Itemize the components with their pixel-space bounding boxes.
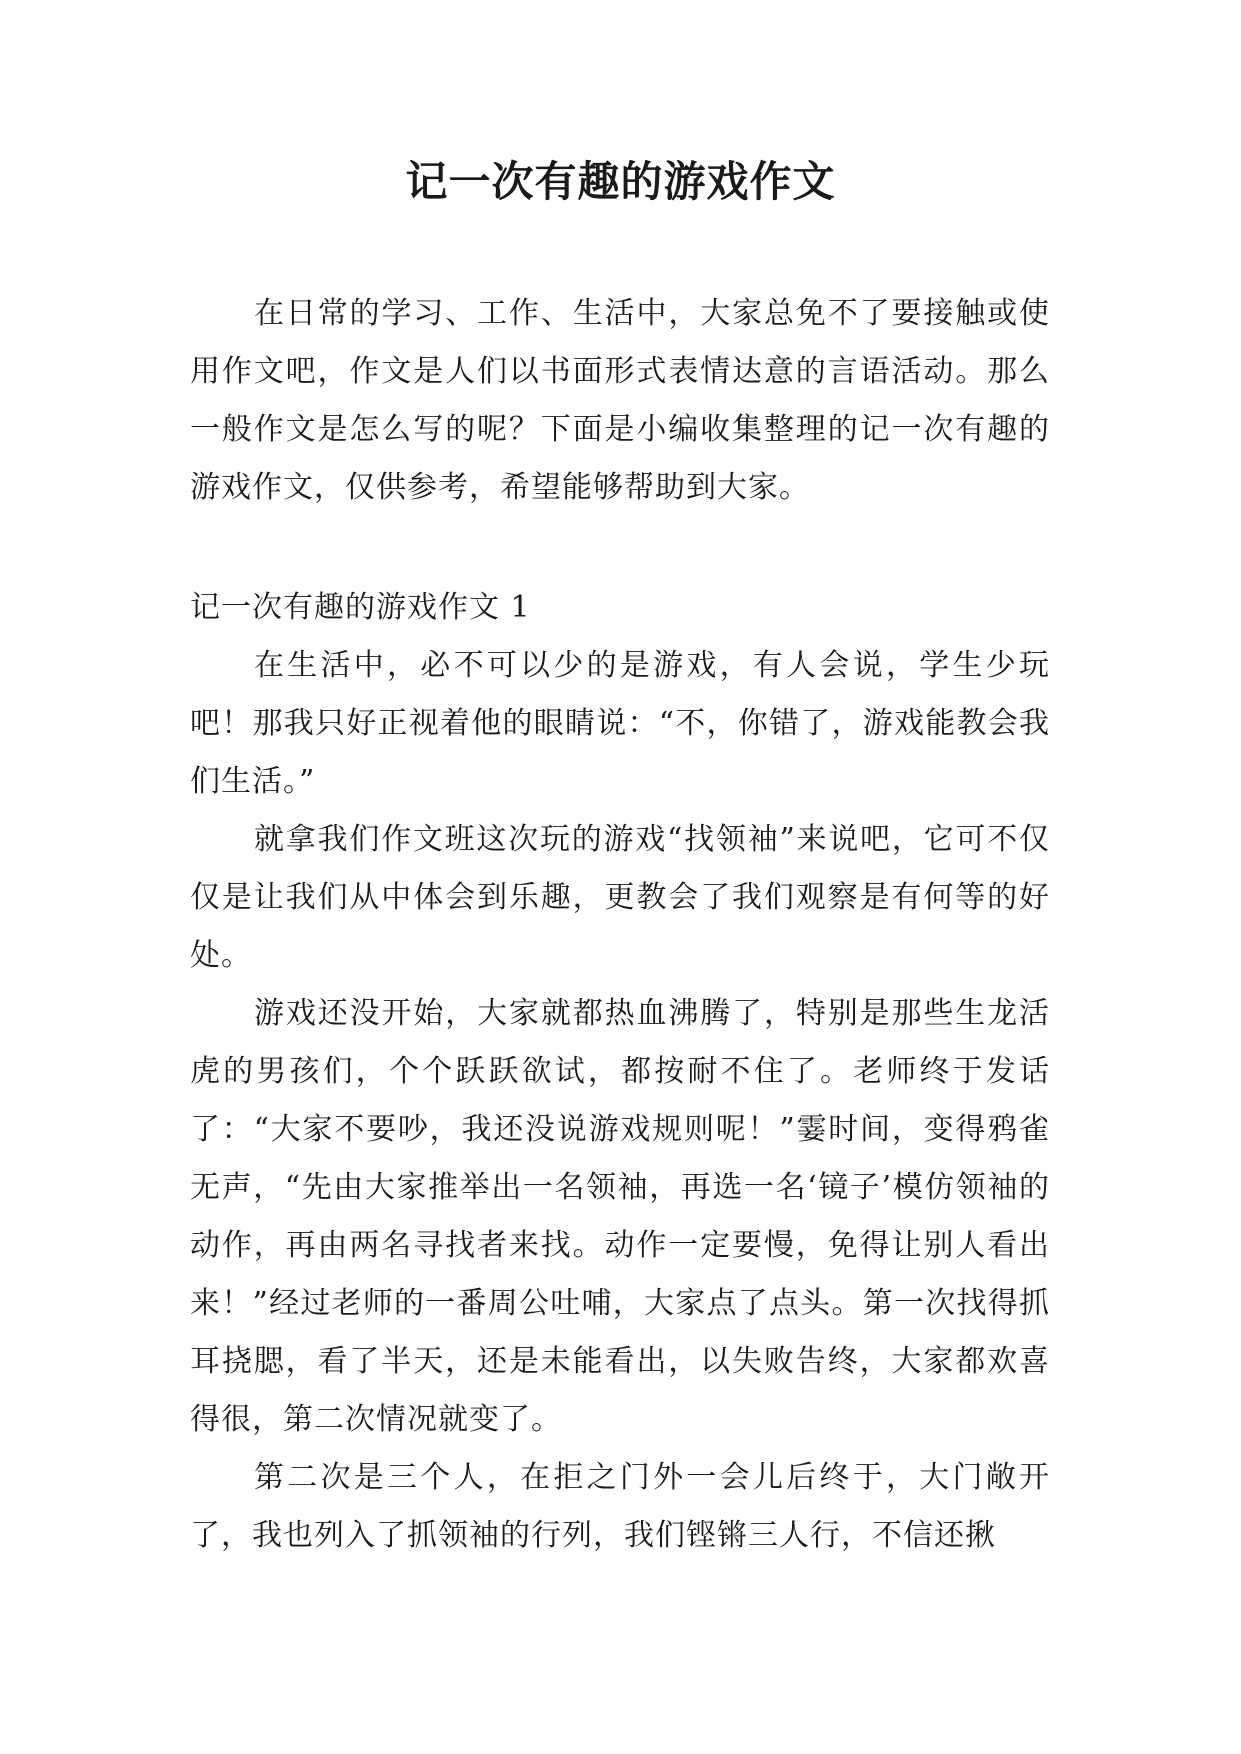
document-body [190,285,1050,1565]
body-paragraph-3: 游戏还没开始，大家就都热血沸腾了，特别是那些生龙活虎的男孩们，个个跃跃欲试，都按耐不住了。老师终于发话了：“大家不要吵，我还没说游戏规则呢！”霎时间，变得鸦雀无声，“先由大家推举出一名领袖，再选一名‘镜子’模仿领袖的动作，再由两名寻找者来找。动作一定要慢，免得让别人看出来！”经过老师的一番周公吐哺，大家点了点头。第一次找得抓耳挠腮，看了半天，还是未能看出，以失败告终，大家都欢喜得很，第二次情况就变了。 [190,996,1050,1437]
body-paragraph-4: 第二次是三个人，在拒之门外一会儿后终于，大门敞开了，我也列入了抓领袖的行列，我们铿锵三人行，不信还揪 [190,1460,1050,1553]
body-paragraph-1: 在生活中，必不可以少的是游戏，有人会说，学生少玩吧！那我只好正视着他的眼睛说：“不，你错了，游戏能教会我们生活。” [190,648,1050,799]
body-paragraph-2: 就拿我们作文班这次玩的游戏“找领袖”来说吧，它可不仅仅是让我们从中体会到乐趣，更教会了我们观察是有何等的好处。 [190,822,1050,973]
section-heading: 记一次有趣的游戏作文 1 [190,590,531,625]
document-title: 记一次有趣的游戏作文 [405,157,836,206]
intro-paragraph: 在日常的学习、工作、生活中，大家总免不了要接触或使用作文吧，作文是人们以书面形式表情达意的言语活动。那么一般作文是怎么写的呢？下面是小编收集整理的记一次有趣的游戏作文，仅供参考，希望能够帮助到大家。 [190,296,1050,505]
